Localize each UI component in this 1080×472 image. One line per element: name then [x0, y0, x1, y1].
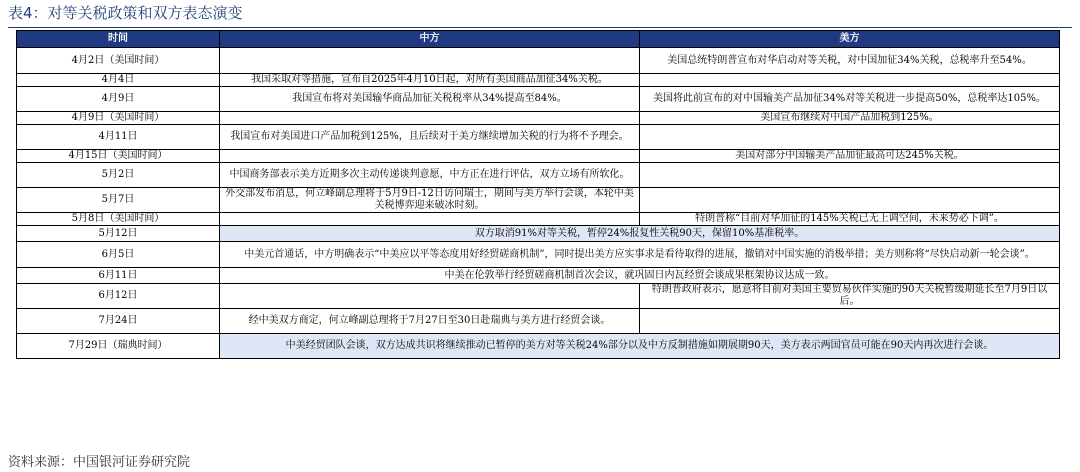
row-date: 4月11日	[17, 125, 220, 150]
row-us-content: 美国将此前宣布的对中国输美产品加征34%对等关税进一步提高50%，总税率达105%。	[640, 87, 1060, 112]
row-china-content	[220, 48, 640, 74]
table-header-row	[17, 31, 1060, 48]
row-china-content	[220, 284, 640, 309]
row-date: 6月12日	[17, 284, 220, 309]
table-row	[17, 226, 1060, 242]
table-row	[17, 188, 1060, 213]
table-row	[17, 163, 1060, 188]
row-us-content	[640, 188, 1060, 213]
row-us-content: 特朗普称“目前对华加征的145%关税已无上调空间，未来势必下调”。	[640, 213, 1060, 226]
header-time: 时间	[17, 31, 220, 48]
row-date: 4月2日（美国时间）	[17, 48, 220, 74]
row-china-content	[220, 213, 640, 226]
table-row	[17, 48, 1060, 74]
table-row	[17, 242, 1060, 268]
table-row	[17, 213, 1060, 226]
row-us-content: 美国对部分中国输美产品加征最高可达245%关税。	[640, 150, 1060, 163]
row-date: 5月7日	[17, 188, 220, 213]
row-date: 5月8日（美国时间）	[17, 213, 220, 226]
row-us-content: 美国宣布继续对中国产品加税到125%。	[640, 112, 1060, 125]
table-caption: 表4：对等关税政策和双方表态演变	[8, 4, 243, 22]
row-date: 5月2日	[17, 163, 220, 188]
row-date: 4月9日	[17, 87, 220, 112]
row-us-content	[640, 309, 1060, 334]
row-china-content: 我国宣布将对美国输华商品加征关税税率从34%提高至84%。	[220, 87, 640, 112]
row-date: 7月24日	[17, 309, 220, 334]
row-joint-content: 中美元首通话，中方明确表示“中美应以平等态度用好经贸磋商机制”，同时提出美方应实事求是看待取得的进展，撤销对中国实施的消极举措；美方则称将“尽快启动新一轮会谈”。	[220, 242, 1060, 268]
source-note: 资料来源：中国银河证券研究院	[8, 455, 191, 470]
header-china: 中方	[220, 31, 640, 48]
table-row	[17, 334, 1060, 359]
table-row	[17, 74, 1060, 87]
row-china-content	[220, 112, 640, 125]
table-row	[17, 284, 1060, 309]
row-china-content: 我国宣布对美国进口产品加税到125%，且后续对于美方继续增加关税的行为将不予理会。	[220, 125, 640, 150]
row-date: 6月5日	[17, 242, 220, 268]
row-joint-content: 中美在伦敦举行经贸磋商机制首次会议，就巩固日内瓦经贸会谈成果框架协议达成一致。	[220, 268, 1060, 284]
row-date: 4月15日（美国时间）	[17, 150, 220, 163]
table-row	[17, 268, 1060, 284]
row-us-content: 特朗普政府表示，愿意将目前对美国主要贸易伙伴实施的90天关税暂缓期延长至7月9日以后。	[640, 284, 1060, 309]
row-china-content: 我国采取对等措施，宣布自2025年4月10日起，对所有美国商品加征34%关税。	[220, 74, 640, 87]
row-china-content: 经中美双方商定，何立峰副总理将于7月27日至30日赴瑞典与美方进行经贸会谈。	[220, 309, 640, 334]
table-body	[17, 48, 1060, 359]
row-date: 7月29日（瑞典时间）	[17, 334, 220, 359]
row-china-content	[220, 150, 640, 163]
caption-rule	[8, 27, 1072, 28]
table-row	[17, 150, 1060, 163]
row-date: 4月9日（美国时间）	[17, 112, 220, 125]
row-date: 4月4日	[17, 74, 220, 87]
row-china-content: 外交部发布消息，何立峰副总理将于5月9日-12日访问瑞士，期间与美方举行会谈，本轮中美关税博弈迎来破冰时刻。	[220, 188, 640, 213]
row-us-content	[640, 163, 1060, 188]
table-row	[17, 125, 1060, 150]
row-us-content	[640, 125, 1060, 150]
row-date: 6月11日	[17, 268, 220, 284]
header-us: 美方	[640, 31, 1060, 48]
row-us-content: 美国总统特朗普宣布对华启动对等关税，对中国加征34%关税，总税率升至54%。	[640, 48, 1060, 74]
tariff-policy-table	[16, 30, 1060, 359]
row-joint-content: 中美经贸团队会谈，双方达成共识将继续推动已暂停的美方对等关税24%部分以及中方反制措施如期展期90天，美方表示两国官员可能在90天内再次进行会谈。	[220, 334, 1060, 359]
table-row	[17, 112, 1060, 125]
row-joint-content: 双方取消91%对等关税，暂停24%报复性关税90天，保留10%基准税率。	[220, 226, 1060, 242]
table-row	[17, 87, 1060, 112]
row-us-content	[640, 74, 1060, 87]
table-row	[17, 309, 1060, 334]
row-china-content: 中国商务部表示美方近期多次主动传递谈判意愿，中方正在进行评估，双方立场有所软化。	[220, 163, 640, 188]
row-date: 5月12日	[17, 226, 220, 242]
